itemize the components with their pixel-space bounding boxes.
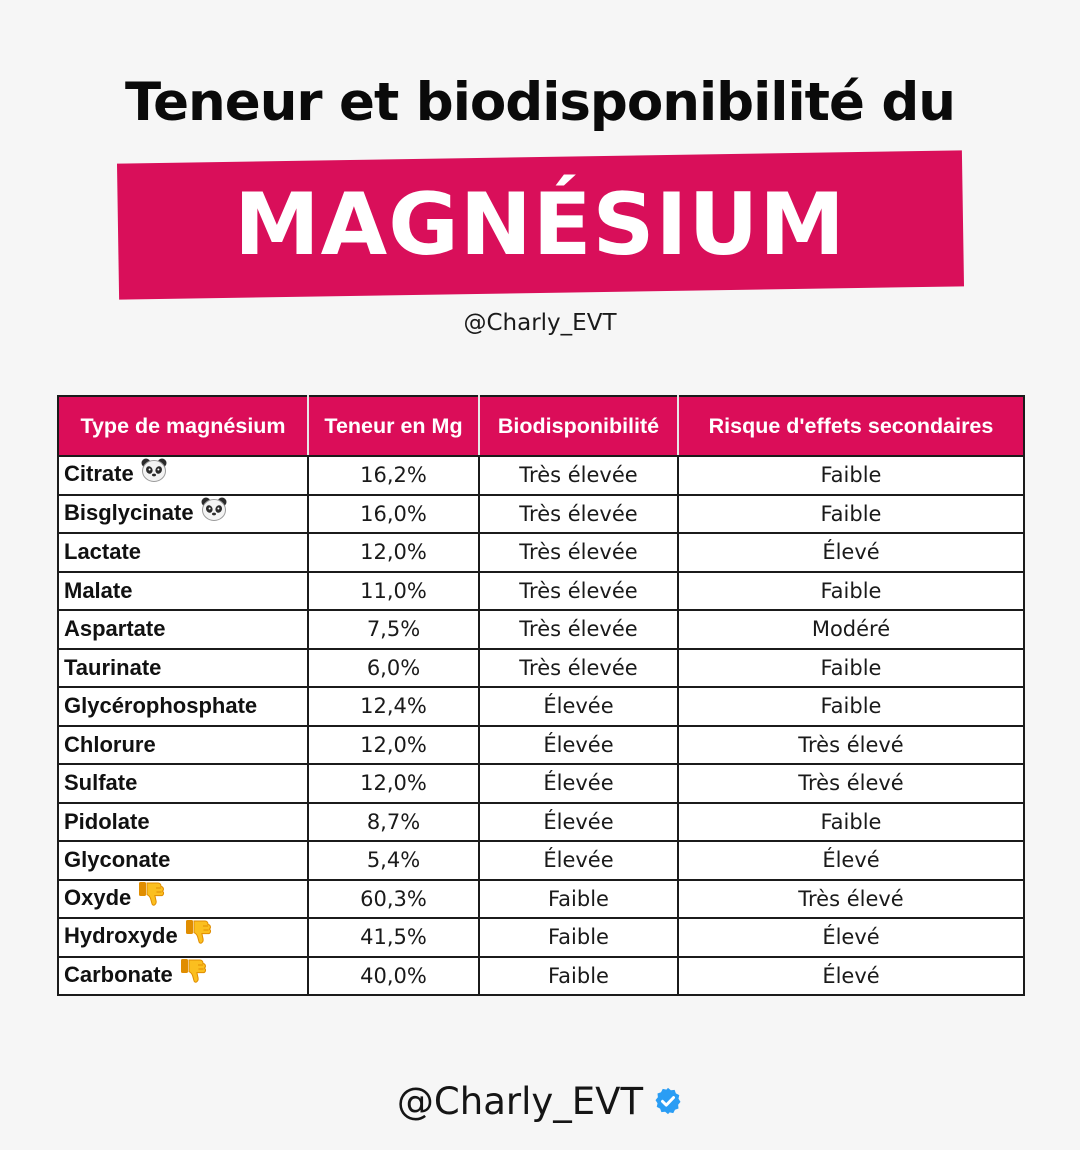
column-header: Teneur en Mg: [308, 396, 479, 456]
cell-bioavailability: Très élevée: [479, 572, 678, 611]
cell-type: [58, 572, 308, 611]
cell-content: 12,4%: [308, 687, 479, 726]
type-label: Citrate: [64, 461, 134, 487]
cell-type: [58, 803, 308, 842]
cell-content: 16,2%: [308, 456, 479, 495]
cell-content: 11,0%: [308, 572, 479, 611]
cell-bioavailability: Élevée: [479, 841, 678, 880]
footer-handle: @Charly_EVT: [396, 1080, 644, 1123]
cell-content: 12,0%: [308, 533, 479, 572]
cell-type: [58, 841, 308, 880]
cell-risk: Faible: [678, 687, 1024, 726]
cell-risk: Faible: [678, 803, 1024, 842]
cell-risk: Modéré: [678, 610, 1024, 649]
author-handle: @Charly_EVT: [463, 310, 617, 336]
magnesium-table: [57, 395, 1025, 996]
banner-title: MAGNÉSIUM: [234, 175, 846, 275]
table-body: [58, 456, 1024, 995]
table-row: [58, 572, 1024, 611]
cell-type: [58, 880, 308, 919]
cell-risk: Élevé: [678, 841, 1024, 880]
type-label: Taurinate: [64, 654, 162, 680]
cell-bioavailability: Très élevée: [479, 649, 678, 688]
table-row: [58, 803, 1024, 842]
type-label: Carbonate: [64, 961, 173, 987]
cell-type: [58, 495, 308, 534]
table-row: [58, 456, 1024, 495]
cell-type: [58, 764, 308, 803]
table-row: [58, 918, 1024, 957]
cell-risk: Faible: [678, 456, 1024, 495]
table-row: [58, 764, 1024, 803]
cell-risk: Très élevé: [678, 764, 1024, 803]
table-row: [58, 687, 1024, 726]
cell-bioavailability: Élevée: [479, 726, 678, 765]
cell-risk: Élevé: [678, 533, 1024, 572]
cell-content: 8,7%: [308, 803, 479, 842]
table-header-row: [58, 396, 1024, 456]
type-label: Sulfate: [64, 770, 138, 796]
cell-type: [58, 610, 308, 649]
table-row: [58, 649, 1024, 688]
table-row: [58, 533, 1024, 572]
cell-bioavailability: Faible: [479, 957, 678, 996]
type-label: Hydroxyde: [64, 923, 178, 949]
cell-type: [58, 456, 308, 495]
type-label: Bisglycinate: [64, 499, 194, 525]
cell-risk: Très élevé: [678, 726, 1024, 765]
type-label: Glyconate: [64, 847, 171, 873]
cell-bioavailability: Élevée: [479, 764, 678, 803]
cell-content: 41,5%: [308, 918, 479, 957]
cell-content: 7,5%: [308, 610, 479, 649]
verified-badge-icon: [653, 1086, 683, 1116]
cell-risk: Très élevé: [678, 880, 1024, 919]
cell-risk: Faible: [678, 572, 1024, 611]
type-label: Oxyde: [64, 884, 132, 910]
cell-bioavailability: Très élevée: [479, 456, 678, 495]
cell-type: [58, 957, 308, 996]
column-header: Risque d'effets secondaires: [678, 396, 1024, 456]
table-row: [58, 957, 1024, 996]
cell-content: 40,0%: [308, 957, 479, 996]
cell-bioavailability: Très élevée: [479, 495, 678, 534]
cell-content: 12,0%: [308, 726, 479, 765]
type-label: Lactate: [64, 539, 142, 565]
table-row: [58, 495, 1024, 534]
type-label: Glycérophosphate: [64, 693, 258, 719]
cell-risk: Élevé: [678, 957, 1024, 996]
cell-bioavailability: Très élevée: [479, 533, 678, 572]
thumbs-down-icon: [137, 879, 167, 915]
cell-type: [58, 918, 308, 957]
cell-content: 16,0%: [308, 495, 479, 534]
table-row: [58, 610, 1024, 649]
cell-risk: Faible: [678, 495, 1024, 534]
cell-content: 6,0%: [308, 649, 479, 688]
cell-bioavailability: Faible: [479, 880, 678, 919]
column-header: Type de magnésium: [58, 396, 308, 456]
cell-risk: Faible: [678, 649, 1024, 688]
thumbs-down-icon: [179, 956, 209, 992]
table-row: [58, 841, 1024, 880]
table-row: [58, 726, 1024, 765]
cell-type: [58, 533, 308, 572]
cell-bioavailability: Élevée: [479, 687, 678, 726]
page-title: Teneur et biodisponibilité du: [124, 72, 956, 133]
type-label: Chlorure: [64, 731, 156, 757]
cell-content: 12,0%: [308, 764, 479, 803]
cell-content: 60,3%: [308, 880, 479, 919]
panda-icon: [140, 457, 168, 489]
type-label: Aspartate: [64, 616, 166, 642]
table-row: [58, 880, 1024, 919]
footer: [0, 1080, 1080, 1123]
type-label: Pidolate: [64, 808, 150, 834]
cell-type: [58, 687, 308, 726]
panda-icon: [200, 496, 228, 528]
cell-risk: Élevé: [678, 918, 1024, 957]
cell-type: [58, 649, 308, 688]
cell-bioavailability: Très élevée: [479, 610, 678, 649]
cell-bioavailability: Élevée: [479, 803, 678, 842]
column-header: Biodisponibilité: [479, 396, 678, 456]
type-label: Malate: [64, 577, 133, 603]
thumbs-down-icon: [184, 917, 214, 953]
cell-type: [58, 726, 308, 765]
cell-bioavailability: Faible: [479, 918, 678, 957]
cell-content: 5,4%: [308, 841, 479, 880]
